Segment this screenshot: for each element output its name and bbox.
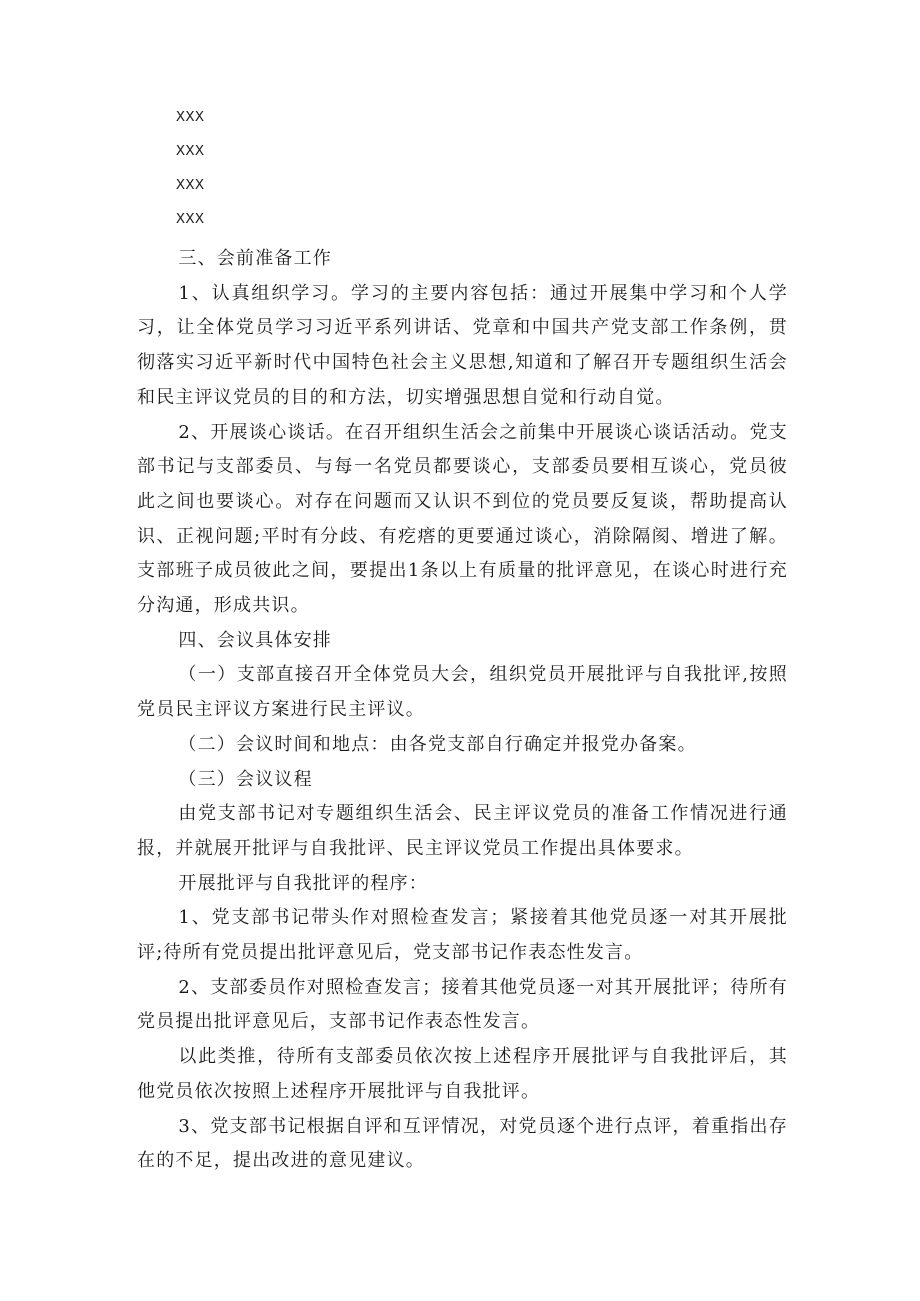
placeholder-line: XXX <box>176 143 205 160</box>
placeholder-line: XXX <box>176 177 205 194</box>
paragraph-study: 1、认真组织学习。学习的主要内容包括：通过开展集中学习和个人学习，让全体党员学习习近平系列讲话、党章和中国共产党支部工作条例，贯彻落实习近平新时代中国特色社会主义思想,知道和了解召开专题组织生活会和民主评议党员的目的和方法，切实增强思想自觉和行动自觉。 <box>137 282 788 408</box>
placeholder-list <box>176 101 205 237</box>
paragraph-item-2: （二）会议时间和地点：由各党支部自行确定并报党办备案。 <box>178 733 697 755</box>
paragraph-step-3: 3、党支部书记根据自评和互评情况，对党员逐个进行点评，着重指出存在的不足，提出改进的意见建议。 <box>137 1115 788 1172</box>
placeholder-line: XXX <box>176 211 205 228</box>
section-heading-preparation: 三、会前准备工作 <box>178 248 332 269</box>
section-heading-arrangement: 四、会议具体安排 <box>178 629 332 651</box>
paragraph-item-1: （一）支部直接召开全体党员大会，组织党员开展批评与自我批评,按照党员民主评议方案进行民主评议。 <box>137 664 788 721</box>
paragraph-analogy: 以此类推，待所有支部委员依次按上述程序开展批评与自我批评后，其他党员依次按照上述程序开展批评与自我批评。 <box>137 1046 788 1102</box>
placeholder-line: XXX <box>176 109 205 126</box>
paragraph-step-1: 1、党支部书记带头作对照检查发言；紧接着其他党员逐一对其开展批评;待所有党员提出批评意见后，党支部书记作表态性发言。 <box>137 907 788 964</box>
paragraph-talks: 2、开展谈心谈话。在召开组织生活会之前集中开展谈心谈话活动。党支部书记与支部委员、与每一名党员都要谈心，支部委员要相互谈心，党员彼此之间也要谈心。对存在问题而又认识不到位的党员要反复谈，帮助提高认识、正视问题;平时有分歧、有疙瘩的更要通过谈心，消除隔阂、增进了解。支部班子成员彼此之间，要提出1条以上有质量的批评意见，在谈心时进行充分沟通，形成共识。 <box>137 421 788 617</box>
paragraph-item-3: （三）会议议程 <box>178 768 313 790</box>
paragraph-report: 由党支部书记对专题组织生活会、民主评议党员的准备工作情况进行通报，并就展开批评与自我批评、民主评议党员工作提出具体要求。 <box>137 803 788 859</box>
document-body <box>137 242 788 1179</box>
paragraph-step-2: 2、支部委员作对照检查发言；接着其他党员逐一对其开展批评；待所有党员提出批评意见后，支部书记作表态性发言。 <box>137 976 788 1033</box>
paragraph-procedure-title: 开展批评与自我批评的程序： <box>178 872 428 894</box>
